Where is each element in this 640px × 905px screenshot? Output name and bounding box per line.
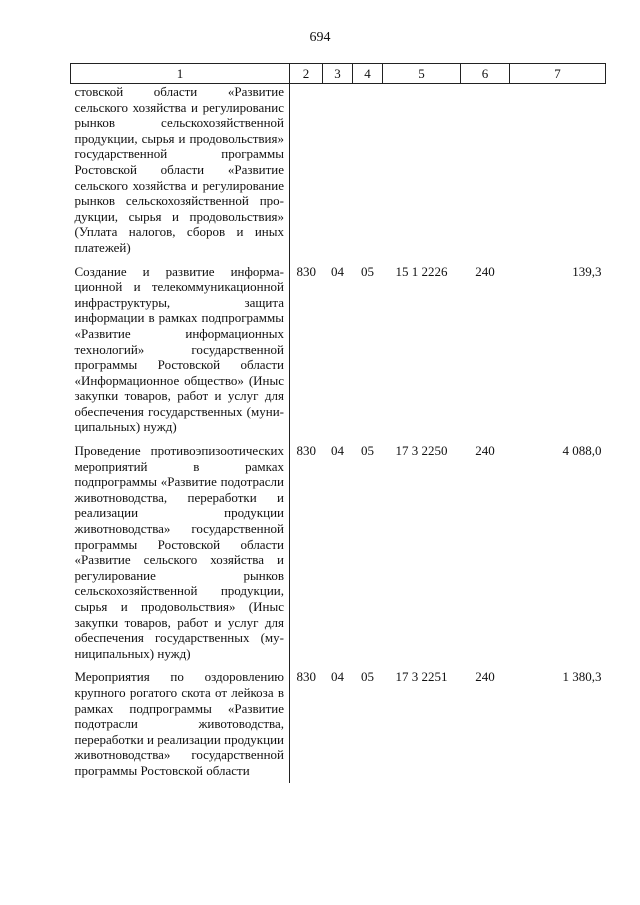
column-header: 7 — [510, 64, 606, 84]
cell-col6: 240 — [475, 263, 495, 279]
cell-col5: 17 3 2251 — [395, 669, 448, 685]
cell-amount — [510, 84, 606, 260]
row-description: Создание и развитие информационной и телекоммуникационной инфраструктуры, защита информации в рамках подпрограммы «Развитие информационных технологий» государственной программы Ростовской области «Информационное общество» (Иныс закупки товаров, работ и услуг для обеспечения государственных (муниципальных) нужд) — [71, 260, 290, 440]
cell-col3: 04 — [331, 443, 344, 459]
cell-col2: 830 — [296, 669, 316, 685]
cell-col4: 05 — [361, 669, 374, 685]
cell-col6: 240 — [475, 443, 495, 459]
cell-col4: 05 — [361, 263, 374, 279]
cell-col2: 830 — [296, 263, 316, 279]
row-description: Мероприятия по оздоровлению крупного рогатого скота от лейкоза в рамках подпрограммы «Развитие подотрасли животоводства, переработки и реализации продукции животноводства» государственной программы Ростовской области — [71, 665, 290, 782]
row-description: стовской области «Развитие сельского хозяйства и регулированис рынков сельскохозяйственной продукции, сырья и продовольствия» государственной программы Ростовской области «Развитие сельского хозяйства и регулирование рынков сельскохозяйственной продукции, сырья и продовольствия» (Уплата налогов, сборов и иных платежей) — [71, 84, 290, 260]
cell-col6: 240 — [475, 669, 495, 685]
cell-amount: 4 088,0 — [562, 443, 602, 459]
table-row — [71, 84, 606, 260]
cell-col4: 05 — [361, 443, 374, 459]
cell-amount: 139,3 — [572, 263, 602, 279]
cell-col2: 830 — [296, 443, 316, 459]
column-header: 4 — [353, 64, 383, 84]
cell-col3 — [323, 84, 353, 260]
table-row — [71, 439, 606, 665]
column-header: 3 — [323, 64, 353, 84]
cell-col5: 17 3 2250 — [395, 443, 448, 459]
budget-table — [70, 63, 606, 783]
cell-amount: 1 380,3 — [562, 669, 602, 685]
column-header: 1 — [71, 64, 290, 84]
column-header: 2 — [290, 64, 323, 84]
cell-col5 — [383, 84, 461, 260]
cell-col2 — [290, 84, 323, 260]
column-header: 5 — [383, 64, 461, 84]
page-number: 694 — [309, 30, 331, 45]
cell-col3: 04 — [331, 669, 344, 685]
cell-col4 — [353, 84, 383, 260]
table-row — [71, 260, 606, 440]
cell-col3: 04 — [331, 263, 344, 279]
column-header: 6 — [461, 64, 510, 84]
cell-col6 — [461, 84, 510, 260]
row-description: Проведение противоэпизоотических мероприятий в рамках подпрограммы «Развитие подотрасли животноводства, переработки и реализации продукции животноводства» государственной программы Ростовской области «Развитие сельского хозяйства и регулирование рынков сельскохозяйственной продукции, сырья и продовольствия» (Иныс закупки товаров, работ и услуг для обеспечения государственных (муниципальных) нужд) — [71, 439, 290, 665]
table-row — [71, 665, 606, 782]
table-header — [71, 64, 606, 84]
cell-col5: 15 1 2226 — [395, 263, 448, 279]
